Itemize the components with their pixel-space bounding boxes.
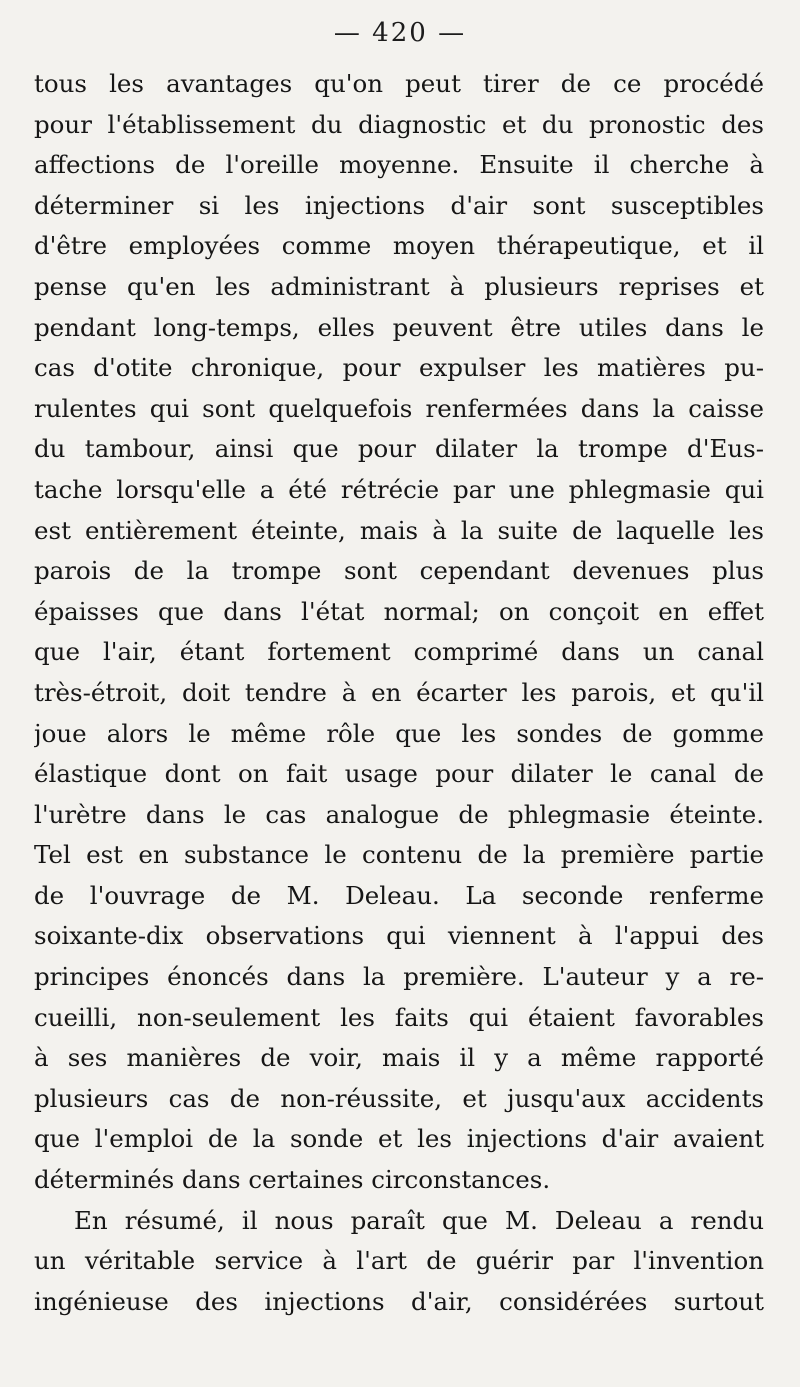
text-line: à ses manières de voir, mais il y a même rapporté [34,1043,764,1073]
text-line: l'urètre dans le cas analogue de phlegmasie éteinte. [34,799,764,829]
text-line: que l'emploi de la sonde et les injections d'air avaient [34,1124,764,1154]
text-line: joue alors le même rôle que les sondes de gomme [34,718,764,748]
text-line: du tambour, ainsi que pour dilater la trompe d'Eus- [34,434,764,464]
text-line: un véritable service à l'art de guérir par l'invention [34,1246,764,1276]
text-line: principes énoncés dans la première. L'auteur y a re- [34,962,764,992]
text-line: Tel est en substance le contenu de la première partie [34,840,764,870]
text-line: déterminer si les injections d'air sont susceptibles [34,190,764,220]
paragraph-2 [34,1201,764,1323]
text-line: tous les avantages qu'on peut tirer de ce procédé [34,69,764,98]
text-line: pendant long-temps, elles peuvent être utiles dans le [34,312,764,342]
text-line: d'être employées comme moyen thérapeutique, et il [34,231,764,261]
text-line: ingénieuse des injections d'air, considérées surtout [34,1286,764,1316]
text-line: élastique dont on fait usage pour dilater le canal de [34,759,764,789]
text-line: épaisses que dans l'état normal; on conçoit en effet [34,596,764,626]
text-line: pense qu'en les administrant à plusieurs reprises et [34,271,764,301]
paragraph-1 [34,64,764,1201]
text-line: cueilli, non-seulement les faits qui étaient favorables [34,1002,764,1032]
text-line: pour l'établissement du diagnostic et du pronostic des [34,109,764,139]
text-line: soixante-dix observations qui viennent à l'appui des [34,921,764,951]
text-line: que l'air, étant fortement comprimé dans un canal [34,637,764,667]
text-line: de l'ouvrage de M. Deleau. La seconde renferme [34,880,764,910]
text-line: déterminés dans certaines circonstances. [34,1165,551,1195]
text-line: est entièrement éteinte, mais à la suite de laquelle les [34,515,764,545]
page-number: — 420 — [333,18,467,48]
text-line: plusieurs cas de non-réussite, et jusqu'aux accidents [34,1083,764,1113]
text-line: parois de la trompe sont cependant devenues plus [34,556,764,586]
text-line: rulentes qui sont quelquefois renfermées dans la caisse [34,393,764,423]
body-text [34,64,764,1322]
text-line: En résumé, il nous paraît que M. Deleau a rendu [74,1205,764,1235]
text-line: très-étroit, doit tendre à en écarter les parois, et qu'il [34,677,764,707]
text-line: cas d'otite chronique, pour expulser les matières pu- [34,353,764,383]
text-line: affections de l'oreille moyenne. Ensuite il cherche à [34,150,764,180]
text-line: tache lorsqu'elle a été rétrécie par une phlegmasie qui [34,474,764,504]
